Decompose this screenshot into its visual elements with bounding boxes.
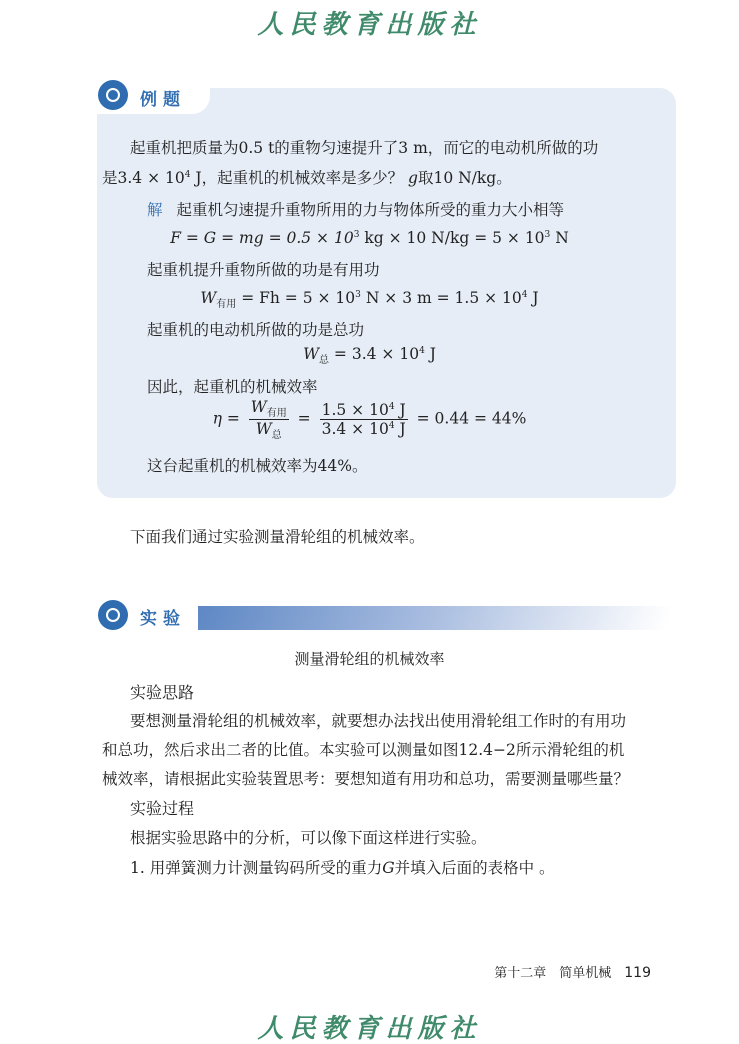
example-label: 例题: [140, 90, 186, 110]
experiment-icon: [98, 600, 128, 630]
question-line-1: 起重机把质量为0.5 t的重物匀速提升了3 m，而它的电动机所做的功: [130, 139, 599, 157]
experiment-banner: [186, 606, 675, 630]
page-number: 119: [624, 965, 651, 981]
heading-approach: 实验思路: [130, 683, 195, 702]
experiment-title: 测量滑轮组的机械效率: [294, 650, 445, 668]
page-footer: [494, 962, 651, 981]
approach-line-2: 和总功，然后求出二者的比值。本实验可以测量如图12.4−2所示滑轮组的机: [102, 741, 625, 759]
solution-line-4: 因此，起重机的机械效率: [147, 378, 318, 396]
experiment-label: 实验: [140, 609, 186, 629]
approach-line-3: 械效率，请根据此实验装置思考：要想知道有用功和总功，需要测量哪些量？: [102, 770, 630, 788]
intro-text: 下面我们通过实验测量滑轮组的机械效率。: [130, 528, 425, 546]
example-icon: [98, 80, 128, 110]
procedure-step-1: 1. 用弹簧测力计测量钩码所受的重力G并填入后面的表格中 。: [130, 859, 555, 877]
heading-procedure: 实验过程: [130, 799, 195, 818]
formula-useful-work: $W_{有用} = Fh = 5 \times 10^3$ N × 3 $m = 1.5 \times 10^4$ J: [200, 289, 539, 311]
publisher-logo-top: 人民教育出版社: [257, 10, 482, 40]
solution-conclusion: 这台起重机的机械效率为44%。: [147, 457, 368, 475]
solution-line-2: 起重机提升重物所做的功是有用功: [147, 261, 380, 279]
publisher-logo-bottom: 人民教育出版社: [257, 1014, 482, 1044]
procedure-line-1: 根据实验思路中的分析，可以像下面这样进行实验。: [130, 829, 487, 847]
solution-line-3: 起重机的电动机所做的功是总功: [147, 321, 365, 339]
question-line-2: 是$3.4 \times 10^4$ J，起重机的机械效率是多少？ g取10 N/kg。: [102, 169, 512, 187]
solution-line-1: 解 起重机匀速提升重物所用的力与物体所受的重力大小相等: [147, 201, 565, 219]
formula-efficiency: η = $\frac{W_{有用}}{W_总}$ = $\frac{1.5 \times 10^4 J}{3.4 \times 10^4 J}$ = 0.44 = 44%: [212, 398, 527, 442]
chapter-title: 第十二章 简单机械: [494, 966, 612, 981]
approach-line-1: 要想测量滑轮组的机械效率，就要想办法找出使用滑轮组工作时的有用功: [130, 712, 627, 730]
formula-total-work: $W_总 = 3.4 \times 10^4$ J: [303, 345, 436, 367]
formula-force: F = G = mg = $0.5 \times 10^3$ kg × 10 $N/kg = 5 \times 10^3$ N: [170, 229, 569, 247]
